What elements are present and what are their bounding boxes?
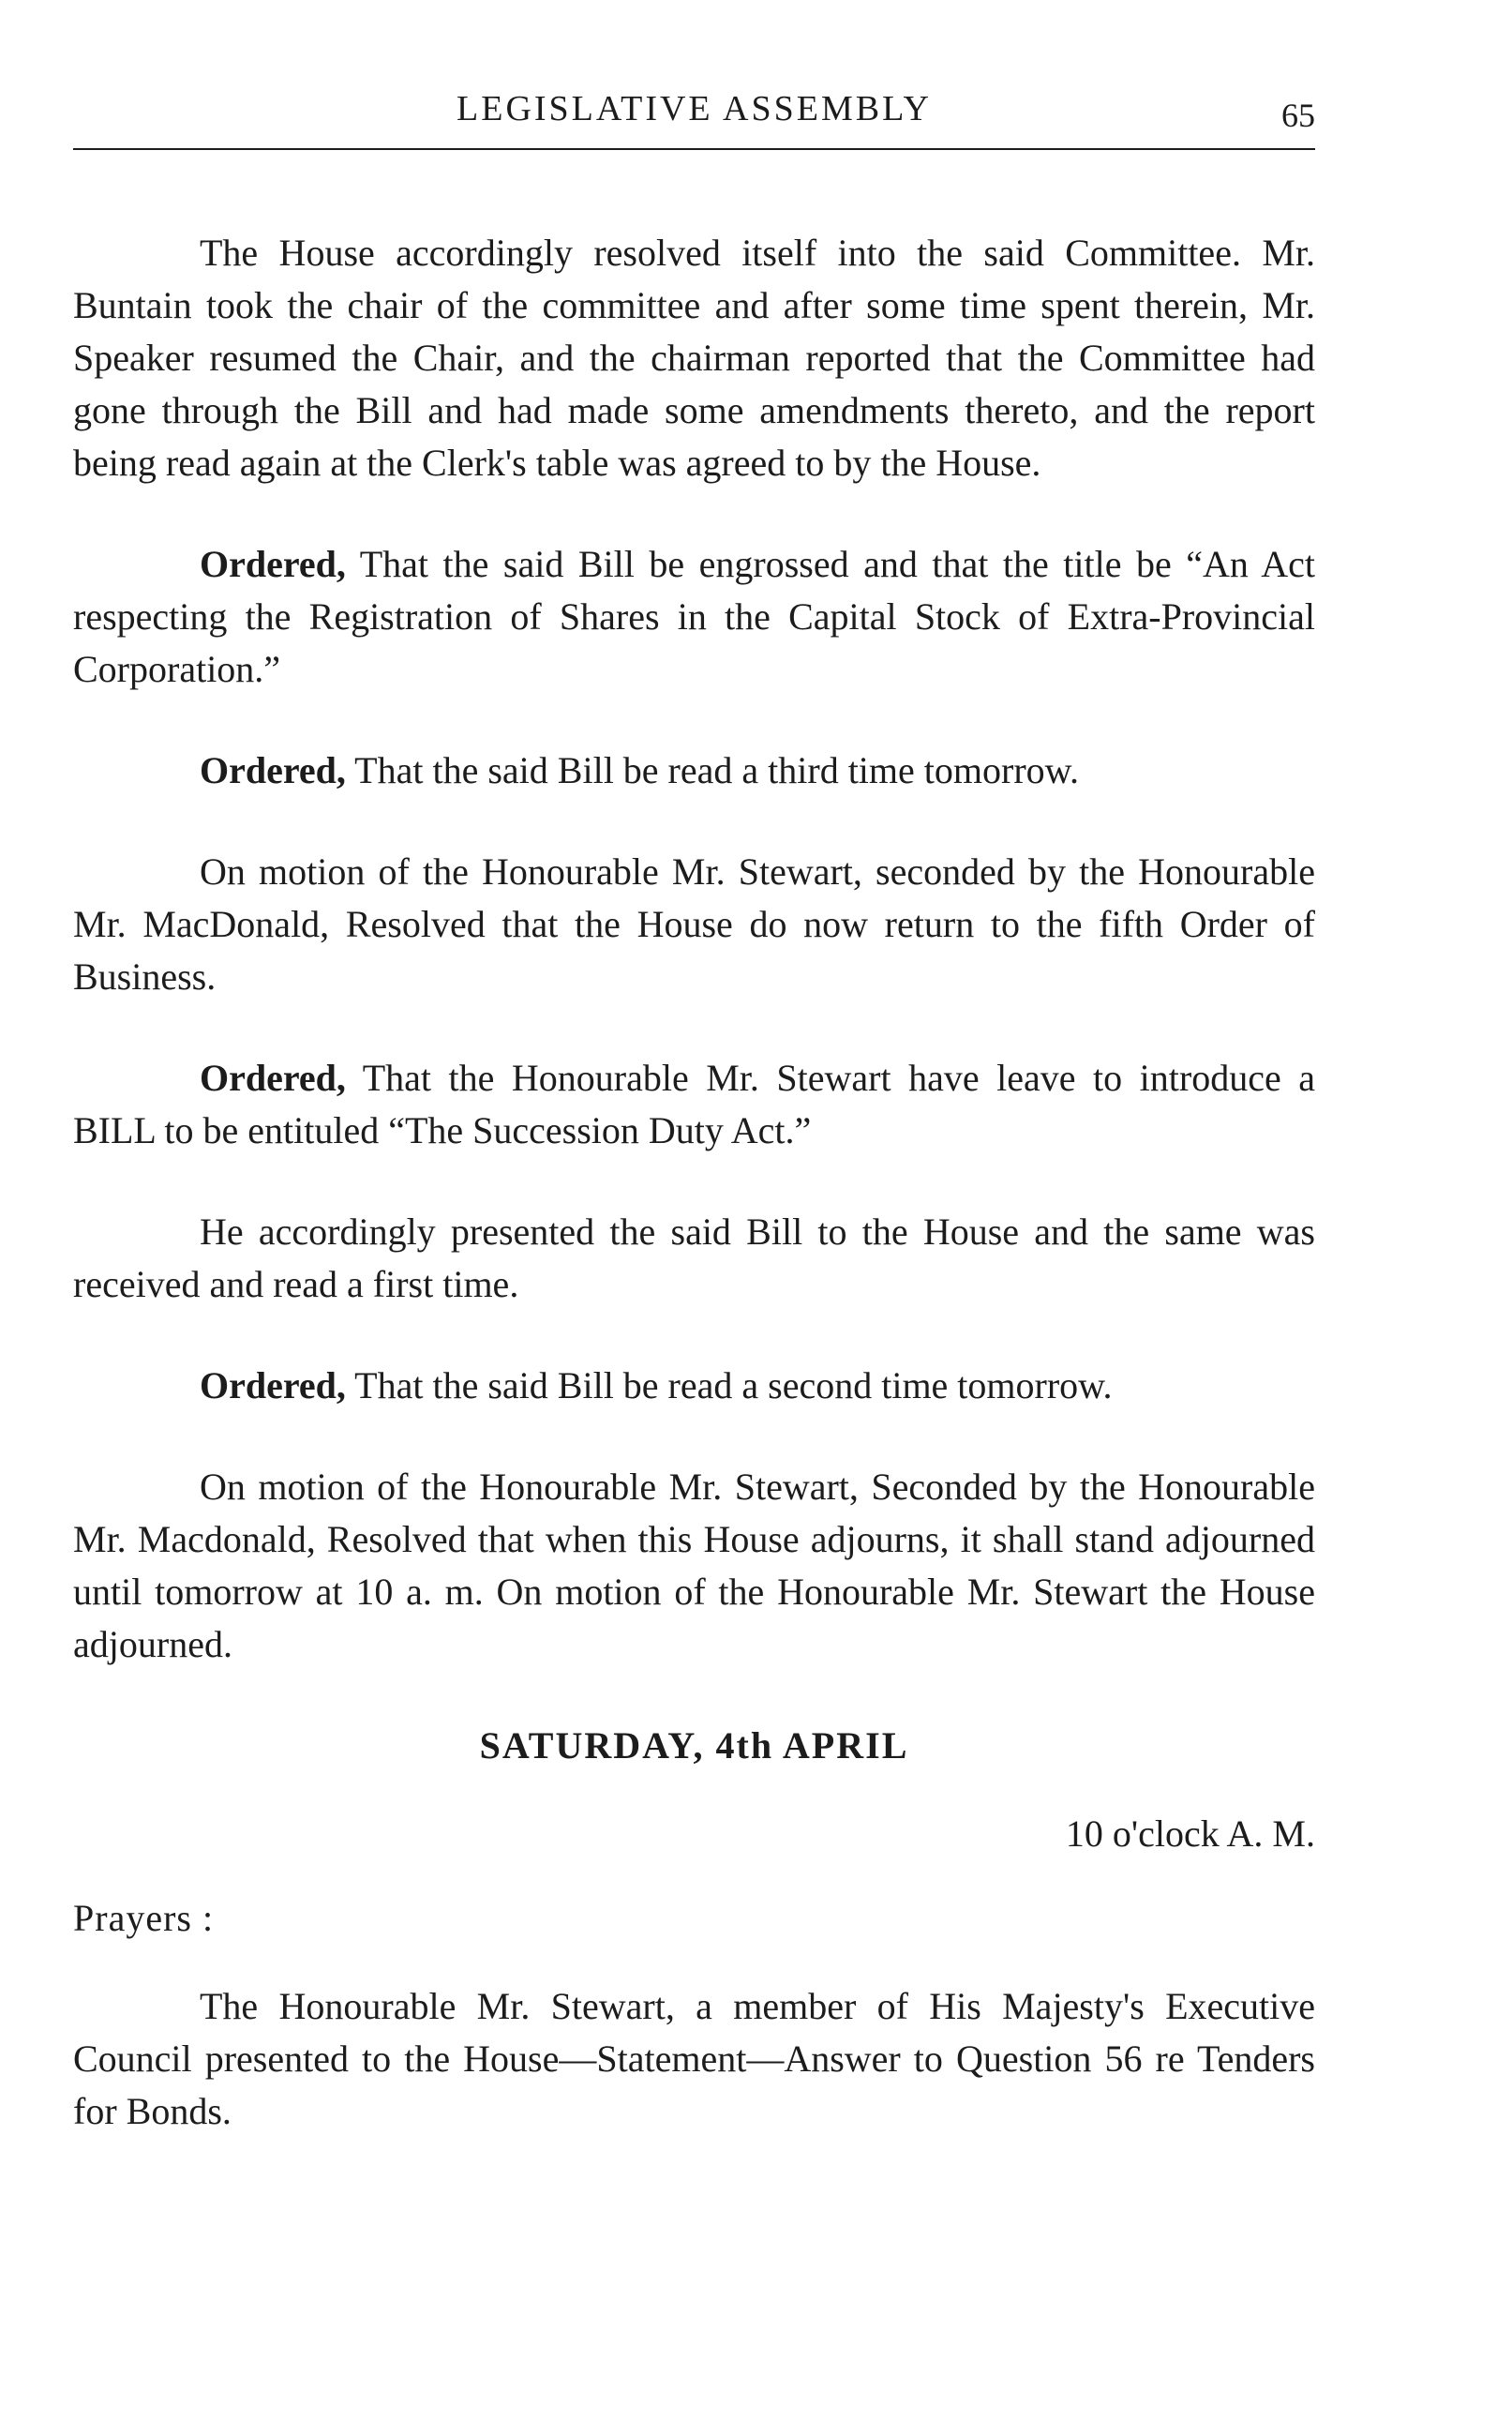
paragraph-bill-presented: [73, 1206, 1315, 1311]
paragraph-text: That the said Bill be read a second time tomorrow.: [345, 1364, 1113, 1406]
paragraph-motion-adjourn: [73, 1461, 1315, 1671]
paragraph-statement-presented: The Honourable Mr. Stewart, a member of His Majesty's Executive Council presented to the House—Statement—Answer to Question 56 re Tenders for Bonds.: [73, 1985, 1315, 2132]
document-page: [73, 75, 1315, 2187]
paragraph-lead: Ordered,: [200, 749, 346, 791]
paragraph-lead: Ordered,: [200, 1057, 346, 1099]
paragraph-committee-report: [73, 227, 1315, 489]
paragraph-lead: Ordered,: [200, 543, 346, 585]
paragraph-text: That the Honourable Mr. Stewart have leave to introduce a BILL to be entituled “The Succession Duty Act.”: [73, 1057, 1315, 1151]
paragraph-text: That the said Bill be read a third time tomorrow.: [345, 749, 1079, 791]
body-text: [73, 227, 1315, 2138]
paragraph-order-leave: [73, 1052, 1315, 1157]
paragraph-text: That the said Bill be engrossed and that the title be “An Act respecting the Registration of Shares in the Capital Stock of Extra-Provincial Corporation.”: [73, 543, 1315, 690]
running-head: LEGISLATIVE ASSEMBLY: [457, 89, 932, 128]
paragraph-order-third-reading: [73, 744, 1315, 797]
page-header: [73, 75, 1315, 152]
paragraph-text: He accordingly presented the said Bill to the House and the same was received and read a first time.: [73, 1210, 1315, 1305]
paragraph-order-second-reading: [73, 1360, 1315, 1412]
paragraph-motion-return: [73, 846, 1315, 1003]
header-rule: [73, 148, 1315, 150]
prayers-label: Prayers :: [73, 1897, 215, 1939]
paragraph-order-engrossed: [73, 538, 1315, 696]
paragraph-text: The House accordingly resolved itself into the said Committee. Mr. Buntain took the chair of the committee and after some time spent therein, Mr. Speaker resumed the Chair, and the chairman reported that the Committee had gone through the Bill and had made some amendments thereto, and the report being read again at the Clerk's table was agreed to by the House.: [73, 232, 1315, 484]
sitting-time: 10 o'clock A. M.: [1065, 1812, 1315, 1855]
paragraph-lead: Ordered,: [200, 1364, 346, 1406]
paragraph-text: On motion of the Honourable Mr. Stewart, Seconded by the Honourable Mr. Macdonald, Resolved that when this House adjourns, it shall stand adjourned until tomorrow at 10 a. m. On motion of the Honourable Mr. Stewart the House adjourned.: [73, 1466, 1315, 1665]
sitting-date-heading: SATURDAY, 4th APRIL: [479, 1724, 909, 1767]
paragraph-text: On motion of the Honourable Mr. Stewart, seconded by the Honourable Mr. MacDonald, Resolved that the House do now return to the fifth Order of Business.: [73, 850, 1315, 998]
page-number: 65: [1281, 97, 1315, 134]
